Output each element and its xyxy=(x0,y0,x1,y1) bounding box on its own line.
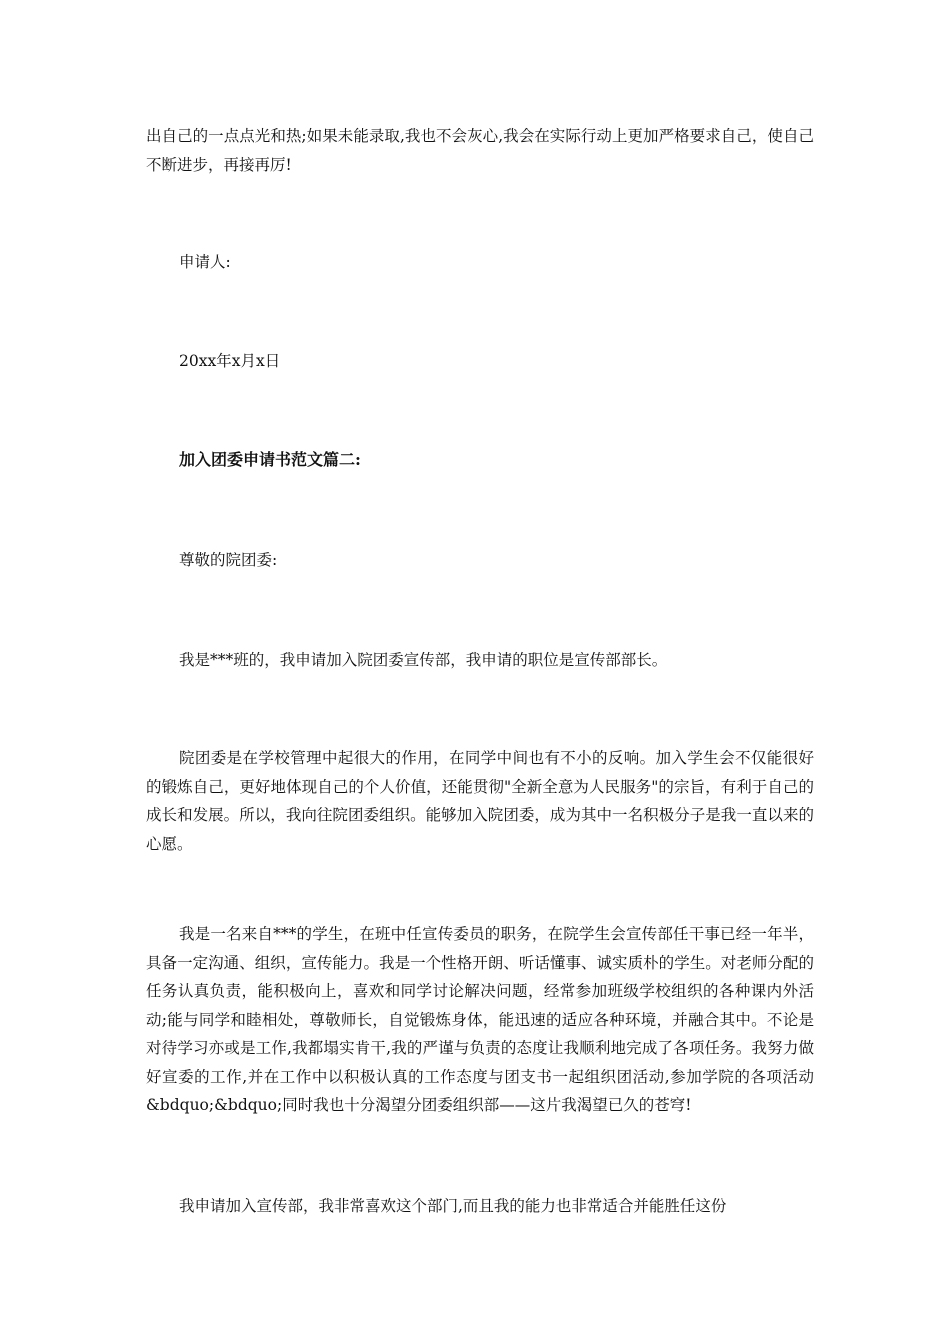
paragraph-introduction: 我是***班的，我申请加入院团委宣传部，我申请的职位是宣传部部长。 xyxy=(179,651,668,669)
section-heading: 加入团委申请书范文篇二: xyxy=(179,450,361,469)
paragraph-motivation: 院团委是在学校管理中起很大的作用，在同学中间也有不小的反响。加入学生会不仅能很好的锻炼自己，更好地体现自己的个人价值，还能贯彻"全新全意为人民服务"的宗旨，有利于自己的成长和发展。所以，我向往院团委组织。能够加入院团委，成为其中一名积极分子是我一直以来的心愿。 xyxy=(146,749,814,853)
paragraph-self-description: 我是一名来自***的学生，在班中任宣传委员的职务，在院学生会宣传部任干事已经一年半，具备一定沟通、组织，宣传能力。我是一个性格开朗、听话懂事、诚实质朴的学生。对老师分配的任务认真负责，能积极向上，喜欢和同学讨论解决问题，经常参加班级学校组织的各种课内外活动;能与同学和睦相处，尊敬师长，自觉锻炼身体，能迅速的适应各种环境，并融合其中。不论是对待学习亦或是工作,我都塌实肯干,我的严谨与负责的态度让我顺利地完成了各项任务。我努力做好宣委的工作,并在工作中以积极认真的工作态度与团支书一起组织团活动,参加学院的各项活动&bdquo;&bdquo;同时我也十分渴望分团委组织部——这片我渴望已久的苍穹! xyxy=(146,925,814,1114)
applicant-label: 申请人: xyxy=(179,253,231,271)
date-line: 20xx年x月x日 xyxy=(179,352,281,370)
paragraph-closing-continuation: 出自己的一点点光和热;如果未能录取,我也不会灰心,我会在实际行动上更加严格要求自己，使自己不断进步，再接再厉! xyxy=(146,127,814,174)
paragraph-department-choice: 我申请加入宣传部，我非常喜欢这个部门,而且我的能力也非常适合并能胜任这份 xyxy=(179,1197,727,1215)
salutation: 尊敬的院团委: xyxy=(179,551,278,569)
